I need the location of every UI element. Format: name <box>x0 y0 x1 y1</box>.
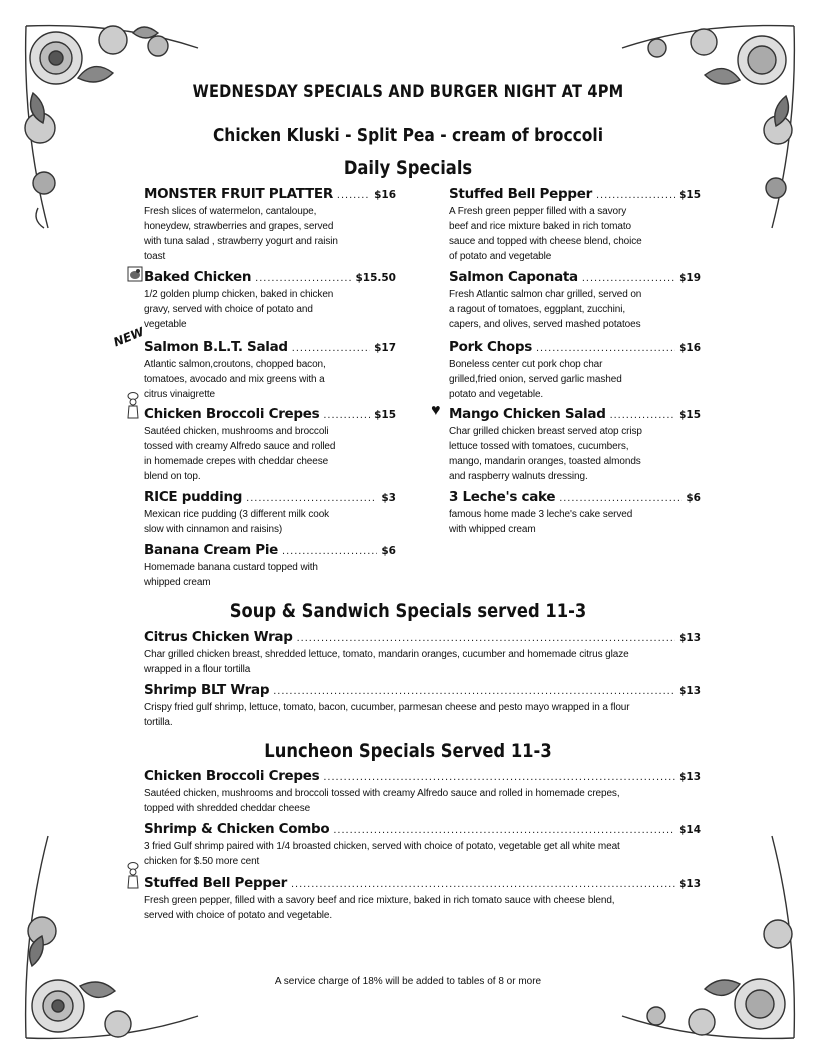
item-description: Fresh Atlantic salmon char grilled, served on a ragout of tomatoes, eggplant, zucchini, capers, and olives, served mashed potatoes <box>449 289 642 330</box>
item-description: Crispy fried gulf shrimp, lettuce, tomato, bacon, cucumber, parmesan cheese and pesto mayo wrapped in a flour tortilla. <box>144 702 630 728</box>
leader-dots <box>246 492 377 504</box>
item-price: $17 <box>374 342 396 354</box>
item-price: $13 <box>679 878 701 890</box>
leader-dots <box>273 685 675 697</box>
leader-dots <box>582 272 675 284</box>
item-description: Fresh slices of watermelon, cantaloupe, honeydew, strawberries and grapes, served with tuna salad , strawberry yogurt and raisin toast <box>144 206 338 262</box>
leader-dots <box>333 824 675 836</box>
menu-item <box>144 768 701 816</box>
menu-item <box>144 682 701 730</box>
menu-item <box>144 875 701 923</box>
menu-item <box>144 406 396 484</box>
item-name: Shrimp & Chicken Combo <box>144 821 330 837</box>
item-price: $19 <box>679 272 701 284</box>
leader-dots <box>292 342 370 354</box>
leader-dots <box>536 342 675 354</box>
item-description: Boneless center cut pork chop char grilled,fried onion, served garlic mashed potato and vegetable. <box>449 359 622 400</box>
soup-sandwich-heading: Soup & Sandwich Specials served 11-3 <box>229 600 587 622</box>
item-name: 3 Leche's cake <box>449 489 556 505</box>
item-description: Mexican rice pudding (3 different milk cook slow with cinnamon and raisins) <box>144 509 330 535</box>
soups-of-the-day: Chicken Kluski - Split Pea - cream of broccoli <box>212 125 604 146</box>
item-name: Citrus Chicken Wrap <box>144 629 293 645</box>
item-description: Char grilled chicken breast served atop crisp lettuce tossed with tomatoes, cucumbers, mango, mandarin oranges, toasted almonds and raspberry walnuts dressing. <box>449 426 642 482</box>
menu-item <box>144 629 701 677</box>
item-price: $14 <box>679 824 701 836</box>
item-description: Homemade banana custard topped with whipped cream <box>144 562 318 588</box>
item-name: Stuffed Bell Pepper <box>144 875 287 891</box>
item-name: Mango Chicken Salad <box>449 406 606 422</box>
leader-dots <box>255 272 351 284</box>
heart-icon: ♥ <box>431 402 441 419</box>
menu-item <box>449 339 701 402</box>
menu-item <box>144 489 396 537</box>
item-description: 1/2 golden plump chicken, baked in chicken gravy, served with choice of potato and vegetable <box>144 289 334 330</box>
page-title: WEDNESDAY SPECIALS AND BURGER NIGHT AT 4PM <box>192 82 624 102</box>
chef-icon <box>126 862 140 890</box>
item-price: $16 <box>679 342 701 354</box>
item-description: Char grilled chicken breast, shredded lettuce, tomato, mandarin oranges, cucumber and homemade citrus glaze wrapped in a flour tortilla <box>144 649 629 675</box>
leader-dots <box>610 409 676 421</box>
item-name: Baked Chicken <box>144 269 252 285</box>
new-badge: NEW <box>111 324 146 350</box>
item-name: Salmon B.L.T. Salad <box>144 339 288 355</box>
leader-dots <box>559 492 682 504</box>
item-name: RICE pudding <box>144 489 243 505</box>
item-price: $15.50 <box>355 272 396 284</box>
chef-icon <box>126 392 140 420</box>
item-name: Pork Chops <box>449 339 532 355</box>
menu-item <box>144 821 701 869</box>
item-name: Chicken Broccoli Crepes <box>144 406 320 422</box>
menu-item <box>144 269 396 332</box>
item-price: $16 <box>374 189 396 201</box>
item-name: Chicken Broccoli Crepes <box>144 768 320 784</box>
menu-item <box>144 339 396 402</box>
item-price: $13 <box>679 685 701 697</box>
item-name: Salmon Caponata <box>449 269 578 285</box>
item-name: Stuffed Bell Pepper <box>449 186 592 202</box>
item-description: Fresh green pepper, filled with a savory beef and rice mixture, baked in rich tomato sauce with cheese blend, served with choice of potato and vegetable. <box>144 895 615 921</box>
menu-item <box>449 269 701 332</box>
leader-dots <box>337 189 370 201</box>
item-name: Shrimp BLT Wrap <box>144 682 270 698</box>
menu-item <box>144 542 396 590</box>
leader-dots <box>596 189 675 201</box>
item-description: Sautéed chicken, mushrooms and broccoli tossed with creamy Alfredo sauce and rolled in homemade crepes with cheddar cheese blend on top. <box>144 426 336 482</box>
item-price: $13 <box>679 632 701 644</box>
menu-item <box>449 186 701 264</box>
item-price: $15 <box>679 409 701 421</box>
menu-item <box>144 186 396 264</box>
item-description: Atlantic salmon,croutons, chopped bacon, tomatoes, avocado and mix greens with a citrus vinaigrette <box>144 359 326 400</box>
item-name: MONSTER FRUIT PLATTER <box>144 186 333 202</box>
leader-dots <box>323 409 370 421</box>
leader-dots <box>323 771 675 783</box>
chicken-icon <box>127 266 143 282</box>
menu-item <box>449 406 701 484</box>
item-price: $3 <box>381 492 396 504</box>
item-price: $13 <box>679 771 701 783</box>
item-price: $15 <box>374 409 396 421</box>
daily-specials-heading: Daily Specials <box>343 157 473 179</box>
leader-dots <box>282 545 377 557</box>
item-description: famous home made 3 leche's cake served with whipped cream <box>449 509 633 535</box>
item-name: Banana Cream Pie <box>144 542 279 558</box>
leader-dots <box>297 632 675 644</box>
item-description: A Fresh green pepper filled with a savory beef and rice mixture baked in rich tomato sauce and topped with cheese blend, choice of potato and vegetable <box>449 206 642 262</box>
item-price: $15 <box>679 189 701 201</box>
item-price: $6 <box>381 545 396 557</box>
luncheon-heading: Luncheon Specials Served 11-3 <box>264 740 552 762</box>
item-price: $6 <box>686 492 701 504</box>
service-charge-note: A service charge of 18% will be added to tables of 8 or more <box>274 976 542 987</box>
leader-dots <box>291 878 675 890</box>
item-description: Sautéed chicken, mushrooms and broccoli tossed with creamy Alfredo sauce and rolled in homemade crepes, topped with shredded cheddar cheese <box>144 788 620 814</box>
menu-item <box>449 489 701 537</box>
item-description: 3 fried Gulf shrimp paired with 1/4 broasted chicken, served with choice of potato, vegetable get all white meat chicken for $.50 more cent <box>144 841 620 867</box>
